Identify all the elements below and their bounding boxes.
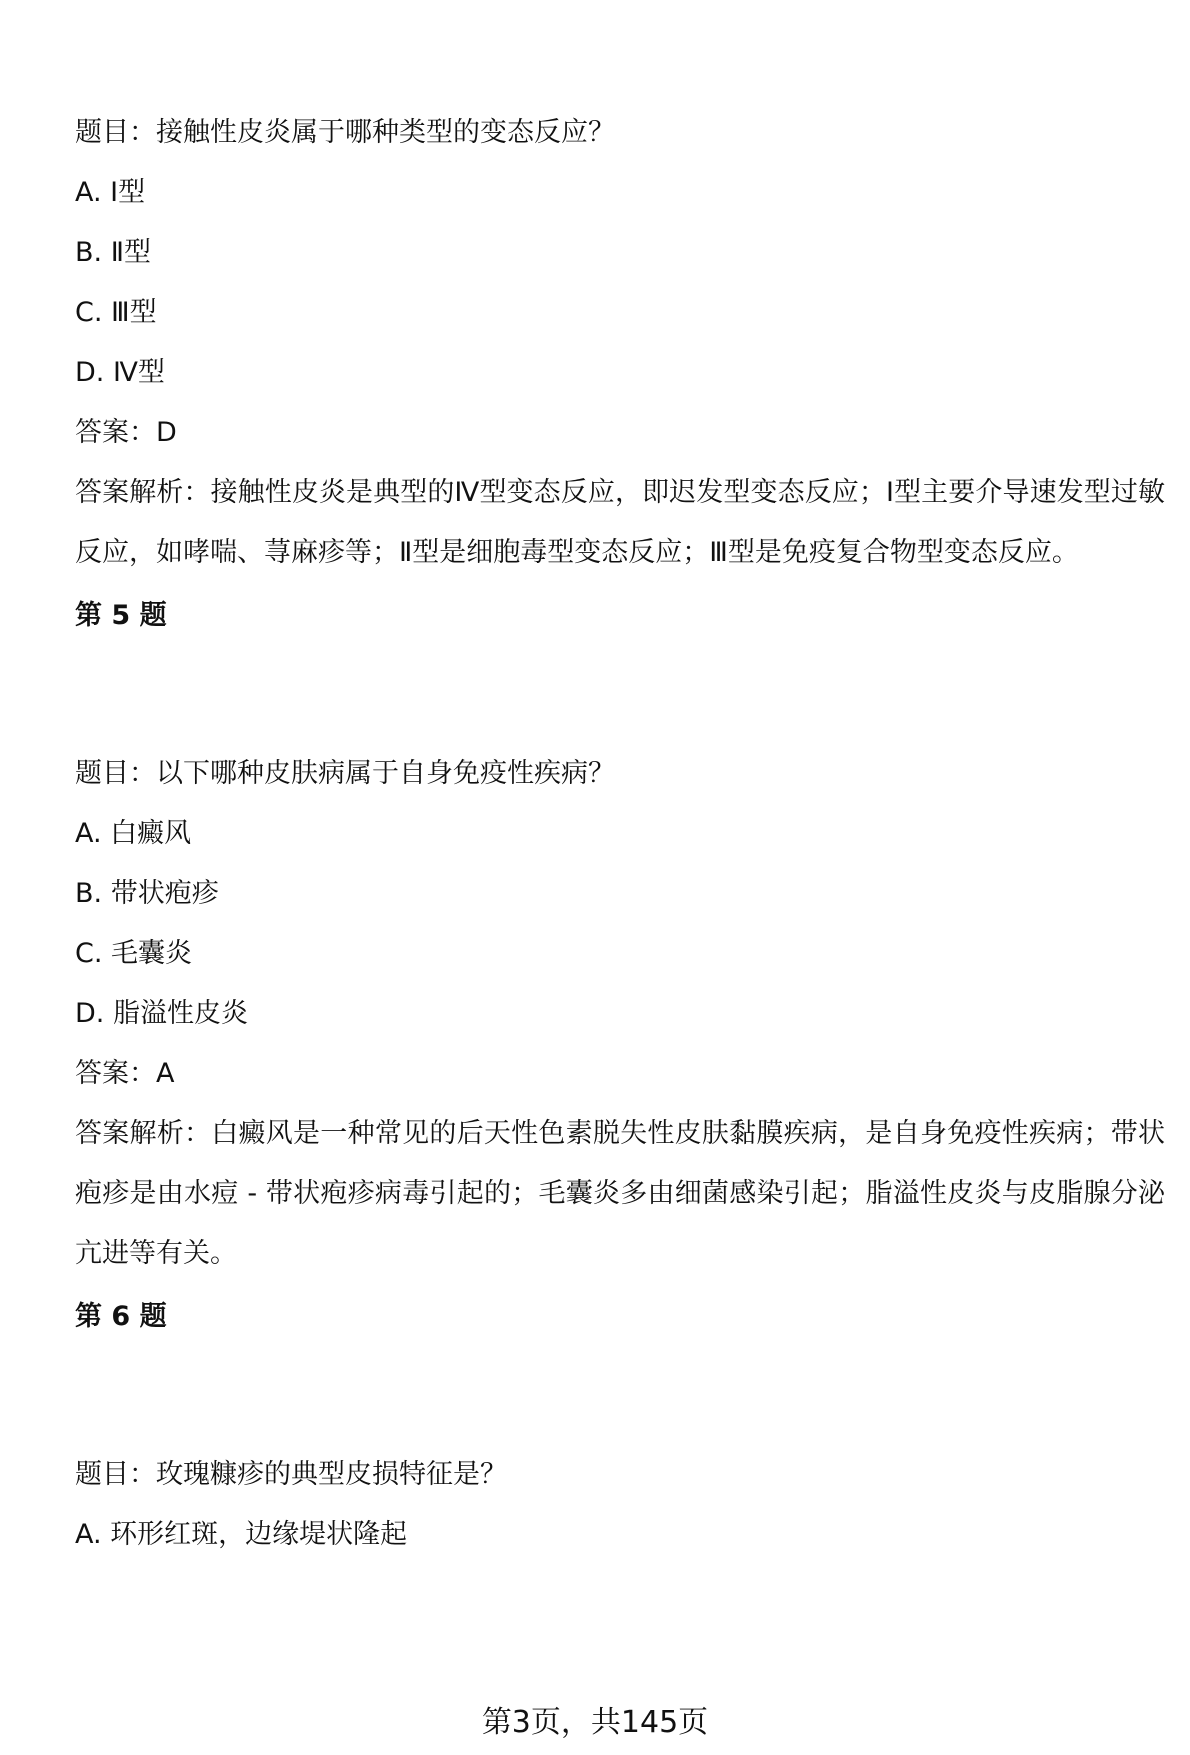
answer-text: 答案：A bbox=[75, 1058, 175, 1089]
option-c: C. Ⅲ型 bbox=[75, 297, 157, 328]
question-text: 题目：玫瑰糠疹的典型皮损特征是？ bbox=[75, 1459, 507, 1490]
option-d: D. Ⅳ型 bbox=[75, 357, 165, 388]
option-a: A. 环形红斑，边缘堤状隆起 bbox=[75, 1519, 408, 1550]
answer-explanation: 答案解析：白癜风是一种常见的后天性色素脱失性皮肤黏膜疾病，是自身免疫性疾病；带状疱疹是由水痘 - 带状疱疹病毒引起的；毛囊炎多由细菌感染引起；脂溢性皮炎与皮脂腺分泌亢进等有关。 bbox=[75, 1118, 1165, 1269]
question-text: 题目：接触性皮炎属于哪种类型的变态反应？ bbox=[75, 117, 615, 148]
document-page bbox=[75, 118, 1165, 1580]
question-heading: 第 6 题 bbox=[75, 1301, 167, 1332]
option-c: C. 毛囊炎 bbox=[75, 938, 193, 969]
option-b: B. Ⅱ型 bbox=[75, 237, 151, 268]
question-heading: 第 5 题 bbox=[75, 600, 167, 631]
option-a: A. Ⅰ型 bbox=[75, 177, 146, 208]
page-number: 第3页，共145页 bbox=[481, 1705, 709, 1740]
question-text: 题目：以下哪种皮肤病属于自身免疫性疾病？ bbox=[75, 758, 615, 789]
option-a: A. 白癜风 bbox=[75, 818, 192, 849]
answer-text: 答案：D bbox=[75, 417, 177, 448]
option-d: D. 脂溢性皮炎 bbox=[75, 998, 248, 1029]
answer-explanation: 答案解析：接触性皮炎是典型的Ⅳ型变态反应，即迟发型变态反应；Ⅰ型主要介导速发型过敏反应，如哮喘、荨麻疹等；Ⅱ型是细胞毒型变态反应；Ⅲ型是免疫复合物型变态反应。 bbox=[75, 477, 1165, 568]
option-b: B. 带状疱疹 bbox=[75, 878, 219, 909]
